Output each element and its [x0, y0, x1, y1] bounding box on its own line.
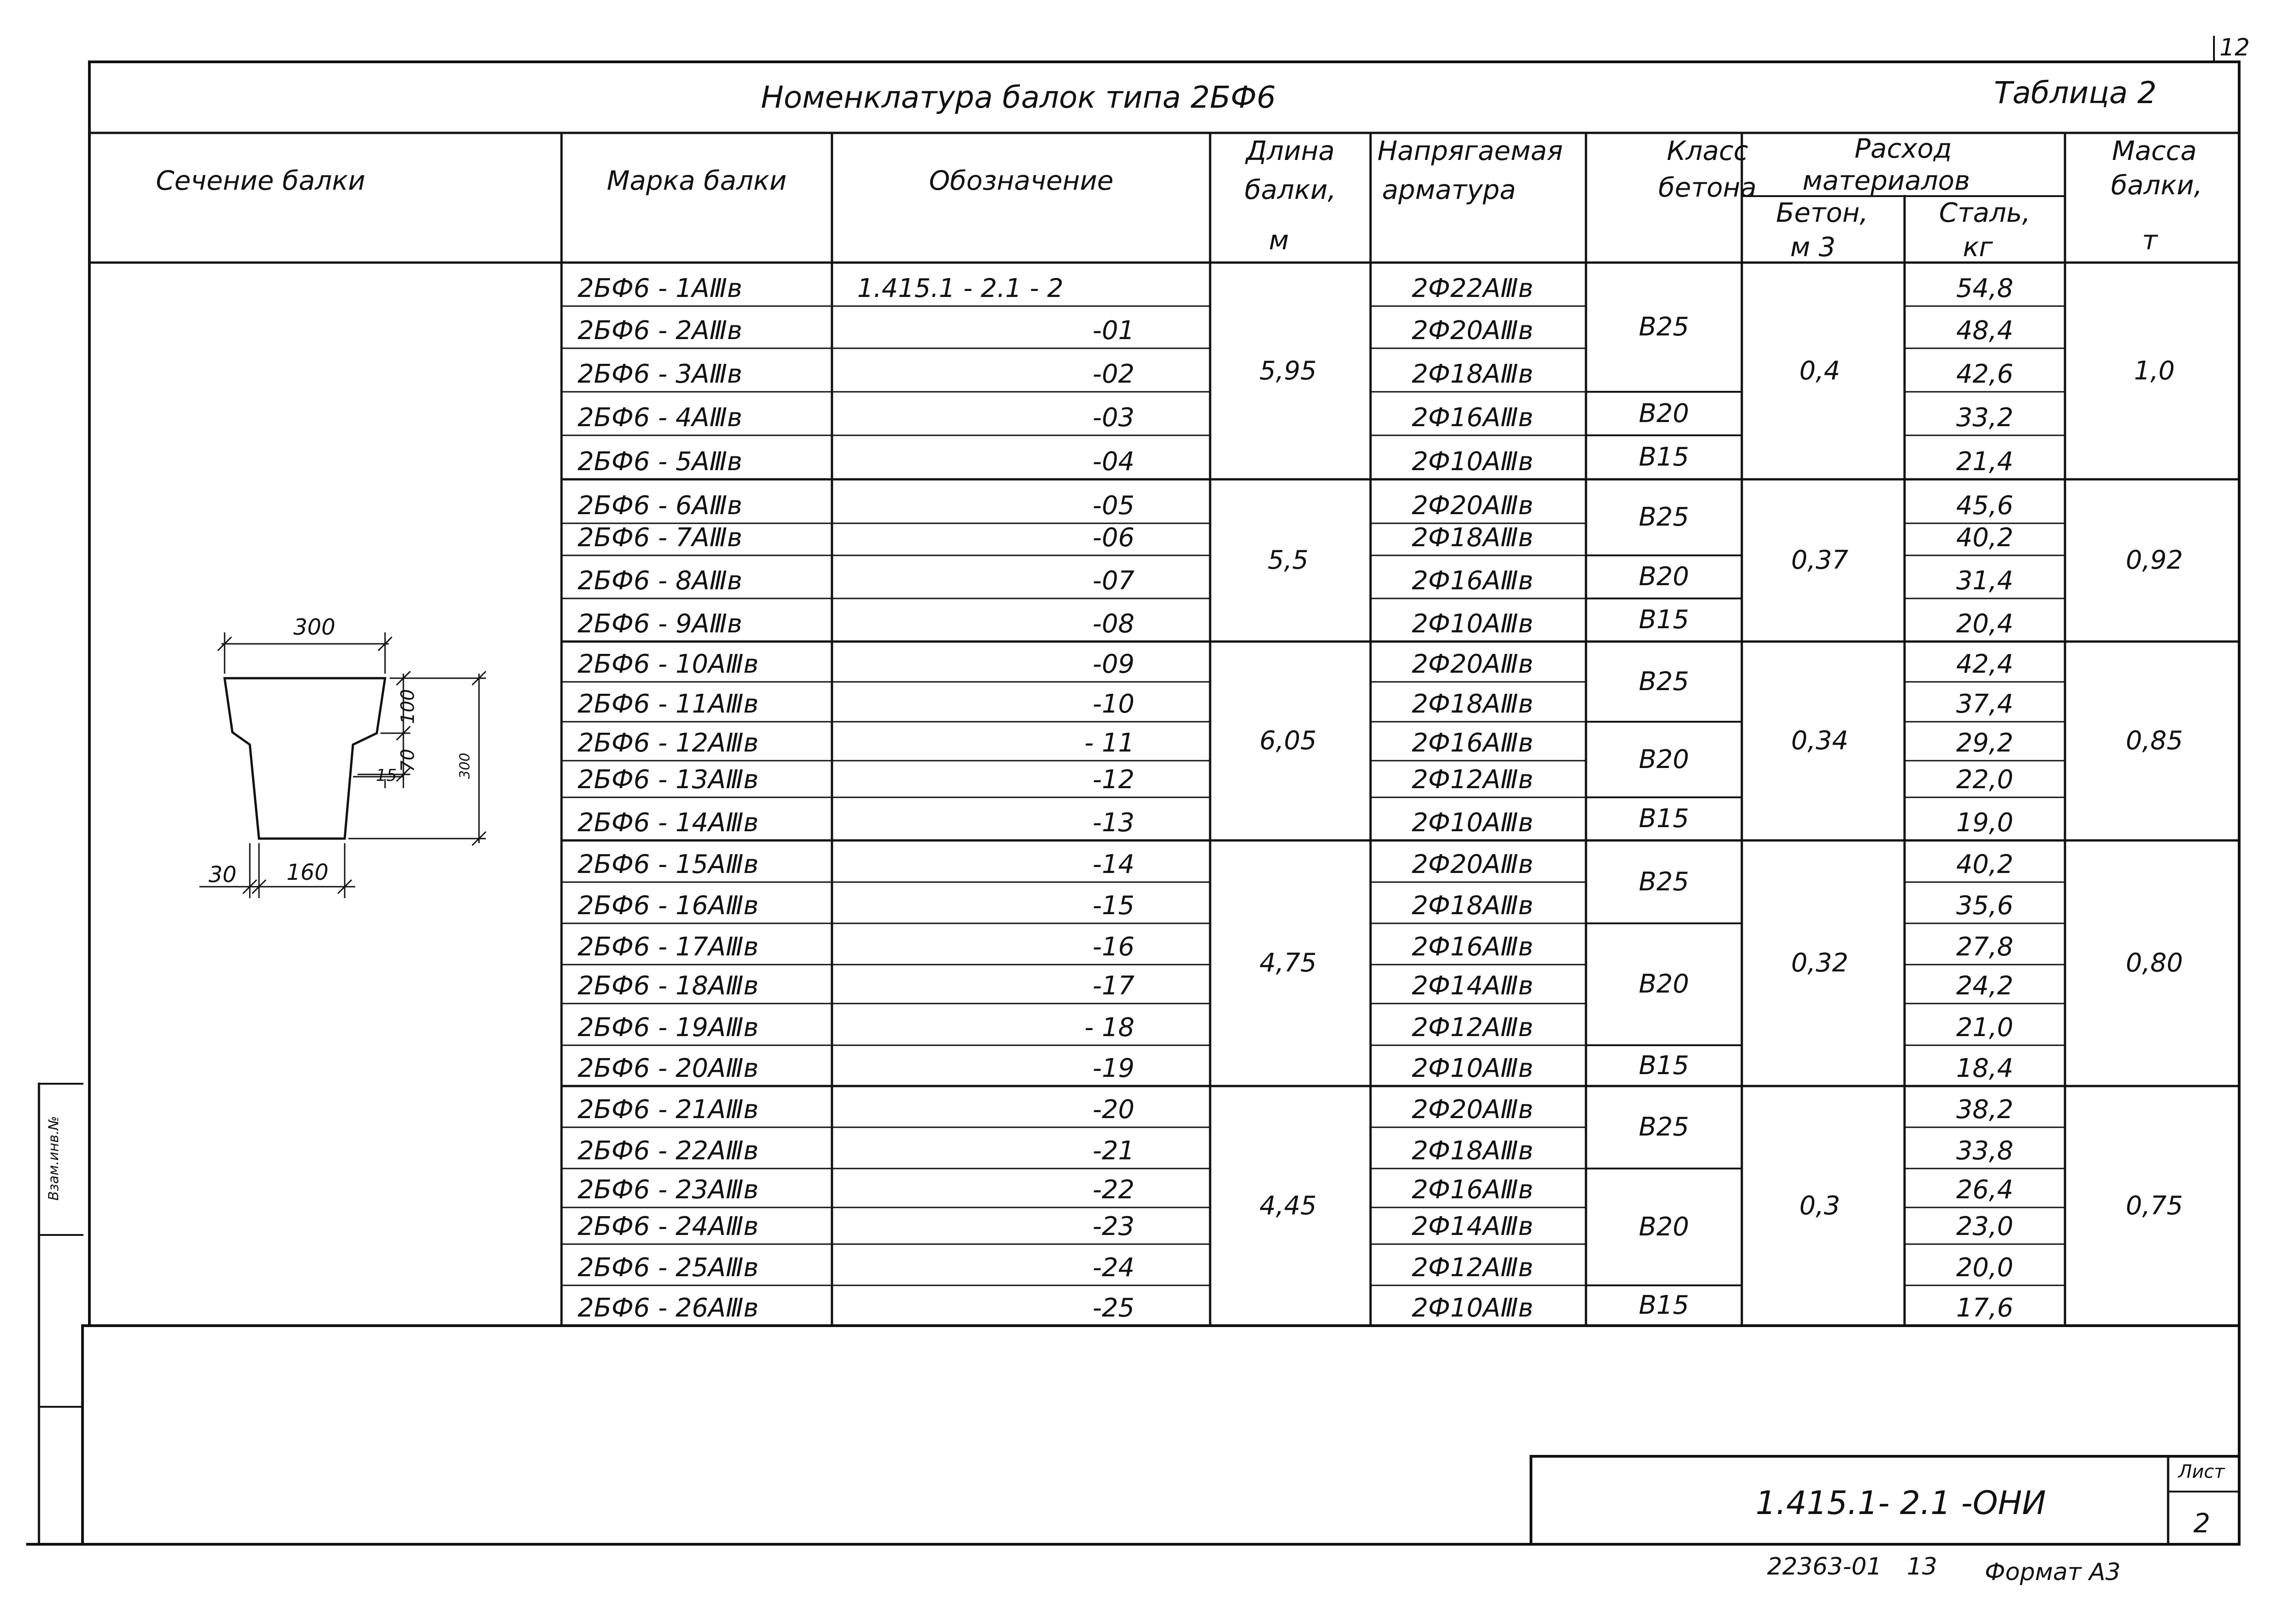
header-steel: Сталь,	[1939, 197, 2031, 228]
concrete-class: В25	[1639, 502, 1689, 532]
steel-consumption: 54,8	[1956, 274, 2014, 303]
concrete-class: В20	[1639, 1212, 1689, 1242]
beam-designation: -15	[1092, 891, 1134, 921]
concrete-class: В15	[1639, 1050, 1689, 1081]
beam-designation: -22	[1092, 1175, 1134, 1205]
beam-designation: -12	[1092, 765, 1134, 795]
steel-consumption: 29,2	[1956, 728, 2014, 758]
reinforcement: 2Ф16АⅢв	[1412, 403, 1534, 433]
dim-mid: 70	[397, 749, 418, 772]
dim-bottom-width: 160	[286, 860, 329, 885]
beam-mark: 2БФ6 - 17АⅢв	[578, 932, 759, 962]
beam-designation: -05	[1092, 491, 1134, 521]
beam-designation: - 18	[1084, 1013, 1134, 1042]
beam-length: 5,95	[1259, 356, 1317, 386]
steel-consumption: 31,4	[1956, 566, 2014, 596]
beam-mass: 0,80	[2125, 948, 2183, 978]
beam-designation: -25	[1092, 1293, 1134, 1323]
header-steel-unit: кг	[1963, 231, 1993, 263]
concrete-class: В20	[1639, 969, 1689, 999]
header-length-line2: балки,	[1244, 174, 1336, 205]
beam-designation: -02	[1092, 359, 1134, 389]
beam-mark: 2БФ6 - 5АⅢв	[578, 447, 743, 477]
beam-mark: 2БФ6 - 6АⅢв	[578, 491, 743, 521]
concrete-volume: 0,3	[1799, 1191, 1840, 1221]
reinforcement: 2Ф10АⅢв	[1412, 808, 1534, 838]
beam-length: 5,5	[1267, 545, 1309, 575]
table-label: Таблица 2	[1994, 75, 2157, 110]
concrete-class: В25	[1639, 666, 1689, 697]
steel-consumption: 40,2	[1956, 850, 2014, 879]
reinforcement: 2Ф10АⅢв	[1412, 447, 1534, 477]
steel-consumption: 27,8	[1956, 932, 2014, 962]
beam-length: 4,75	[1259, 948, 1317, 978]
beam-mark: 2БФ6 - 4АⅢв	[578, 403, 743, 433]
header-mass-line2: балки,	[2111, 170, 2202, 201]
beam-mass: 1,0	[2134, 356, 2175, 386]
reinforcement: 2Ф18АⅢв	[1412, 1136, 1534, 1166]
reinforcement: 2Ф10АⅢв	[1412, 609, 1534, 639]
header-class-line1: Класс	[1667, 135, 1748, 166]
header-length-unit: м	[1269, 225, 1289, 256]
steel-consumption: 33,8	[1956, 1136, 2014, 1166]
beam-length: 4,45	[1259, 1191, 1317, 1221]
sheet-number: 2	[2193, 1508, 2210, 1539]
beam-mark: 2БФ6 - 20АⅢв	[578, 1053, 759, 1083]
beam-mark: 2БФ6 - 21АⅢв	[578, 1095, 759, 1125]
beam-mark: 2БФ6 - 23АⅢв	[578, 1175, 759, 1205]
concrete-class: В20	[1639, 562, 1689, 592]
concrete-volume: 0,4	[1799, 356, 1840, 386]
header-consumption-line2: материалов	[1802, 165, 1970, 196]
reinforcement: 2Ф18АⅢв	[1412, 523, 1534, 553]
steel-consumption: 48,4	[1956, 316, 2014, 346]
beam-designation: -03	[1092, 403, 1134, 433]
beam-mass: 0,85	[2125, 726, 2183, 756]
side-strip-label: Взам.инв.№	[46, 1116, 62, 1201]
beam-mark: 2БФ6 - 12АⅢв	[578, 728, 759, 758]
reinforcement: 2Ф20АⅢв	[1412, 316, 1534, 346]
beam-mark: 2БФ6 - 18АⅢв	[578, 971, 759, 1001]
table-title: Номенклатура балок типа 2БФ6	[761, 80, 1276, 115]
beam-mark: 2БФ6 - 9АⅢв	[578, 609, 743, 639]
beam-designation: 1.415.1 - 2.1 - 2	[857, 274, 1064, 303]
beam-designation: -17	[1092, 971, 1134, 1001]
beam-designation: -09	[1092, 649, 1134, 679]
steel-consumption: 18,4	[1956, 1053, 2014, 1083]
concrete-class: В15	[1639, 804, 1689, 834]
format-label: Формат А3	[1985, 1558, 2121, 1586]
header-consumption-line1: Расход	[1854, 133, 1952, 164]
steel-consumption: 19,0	[1956, 808, 2014, 838]
beam-mark: 2БФ6 - 10АⅢв	[578, 649, 759, 679]
reinforcement: 2Ф18АⅢв	[1412, 689, 1534, 719]
reinforcement: 2Ф12АⅢв	[1412, 765, 1534, 795]
concrete-class: В15	[1639, 442, 1689, 472]
header-concrete-unit: м 3	[1790, 231, 1836, 263]
steel-consumption: 21,0	[1956, 1013, 2014, 1042]
beam-designation: -06	[1092, 523, 1134, 553]
reinforcement: 2Ф14АⅢв	[1412, 1212, 1534, 1241]
header-designation: Обозначение	[929, 165, 1114, 196]
dim-upper: 100	[397, 689, 418, 724]
reinforcement: 2Ф20АⅢв	[1412, 1095, 1534, 1125]
dim-step: 15	[376, 766, 397, 785]
header-length-line1: Длина	[1246, 135, 1335, 166]
concrete-class: В20	[1639, 744, 1689, 774]
steel-consumption: 42,4	[1956, 649, 2014, 679]
beam-designation: -19	[1092, 1053, 1134, 1083]
beam-designation: -07	[1092, 566, 1134, 596]
beam-mark: 2БФ6 - 13АⅢв	[578, 765, 759, 795]
dim-height: 300	[457, 752, 473, 779]
concrete-volume: 0,37	[1791, 545, 1849, 575]
header-reinforcement-line2: арматура	[1382, 174, 1516, 205]
steel-consumption: 22,0	[1956, 765, 2014, 795]
reinforcement: 2Ф14АⅢв	[1412, 971, 1534, 1001]
beam-designation: -16	[1092, 932, 1134, 962]
beam-mark: 2БФ6 - 1АⅢв	[578, 274, 743, 303]
reinforcement: 2Ф18АⅢв	[1412, 891, 1534, 921]
steel-consumption: 40,2	[1956, 523, 2014, 553]
beam-mark: 2БФ6 - 7АⅢв	[578, 523, 743, 553]
beam-length: 6,05	[1259, 726, 1317, 756]
beam-mass: 0,92	[2125, 545, 2183, 575]
header-reinforcement-line1: Напрягаемая	[1377, 135, 1563, 166]
beam-designation: -23	[1092, 1212, 1134, 1241]
reinforcement: 2Ф12АⅢв	[1412, 1013, 1534, 1042]
beam-designation: -13	[1092, 808, 1134, 838]
reinforcement: 2Ф16АⅢв	[1412, 1175, 1534, 1205]
beam-mark: 2БФ6 - 24АⅢв	[578, 1212, 759, 1241]
header-mass-line1: Масса	[2112, 135, 2197, 166]
reinforcement: 2Ф20АⅢв	[1412, 649, 1534, 679]
steel-consumption: 24,2	[1956, 971, 2014, 1001]
beam-mark: 2БФ6 - 16АⅢв	[578, 891, 759, 921]
header-mark: Марка балки	[606, 165, 787, 196]
beam-mark: 2БФ6 - 15АⅢв	[578, 850, 759, 879]
beam-designation: -08	[1092, 609, 1134, 639]
beam-designation: -14	[1092, 850, 1134, 879]
reinforcement: 2Ф20АⅢв	[1412, 850, 1534, 879]
beam-designation: -20	[1092, 1095, 1134, 1125]
concrete-class: В25	[1639, 312, 1689, 342]
steel-consumption: 45,6	[1956, 491, 2014, 521]
beam-mark: 2БФ6 - 3АⅢв	[578, 359, 743, 389]
beam-designation: -10	[1092, 689, 1134, 719]
beam-mark: 2БФ6 - 2АⅢв	[578, 316, 743, 346]
beam-mark: 2БФ6 - 8АⅢв	[578, 566, 743, 596]
steel-consumption: 35,6	[1956, 891, 2014, 921]
document-code: 1.415.1- 2.1 -ОНИ	[1756, 1484, 2046, 1522]
beam-designation: -21	[1092, 1136, 1134, 1166]
header-section: Сечение балки	[156, 165, 365, 196]
beam-mark: 2БФ6 - 26АⅢв	[578, 1293, 759, 1323]
concrete-class: В25	[1639, 867, 1689, 897]
reinforcement: 2Ф10АⅢв	[1412, 1053, 1534, 1083]
steel-consumption: 17,6	[1956, 1293, 2014, 1323]
beam-mark: 2БФ6 - 14АⅢв	[578, 808, 759, 838]
beam-designation: -01	[1092, 316, 1134, 346]
reinforcement: 2Ф20АⅢв	[1412, 491, 1534, 521]
beam-designation: -24	[1092, 1253, 1134, 1283]
beam-section-drawing	[199, 632, 486, 898]
reinforcement: 2Ф22АⅢв	[1412, 274, 1534, 303]
steel-consumption: 42,6	[1956, 359, 2014, 389]
header-mass-unit: т	[2142, 225, 2158, 256]
beam-mark: 2БФ6 - 19АⅢв	[578, 1013, 759, 1042]
sheet-corner-number: 12	[2219, 34, 2250, 61]
reinforcement: 2Ф12АⅢв	[1412, 1253, 1534, 1283]
reinforcement: 2Ф16АⅢв	[1412, 566, 1534, 596]
beam-mass: 0,75	[2125, 1191, 2183, 1221]
steel-consumption: 37,4	[1956, 689, 2014, 719]
beam-mark: 2БФ6 - 22АⅢв	[578, 1136, 759, 1166]
steel-consumption: 26,4	[1956, 1175, 2014, 1205]
sheet-label: Лист	[2178, 1461, 2225, 1482]
concrete-volume: 0,34	[1791, 726, 1849, 756]
beam-mark: 2БФ6 - 25АⅢв	[578, 1253, 759, 1283]
beam-mark: 2БФ6 - 11АⅢв	[578, 689, 759, 719]
steel-consumption: 38,2	[1956, 1095, 2014, 1125]
dim-offset: 30	[209, 862, 237, 888]
steel-consumption: 21,4	[1956, 447, 2014, 477]
reinforcement: 2Ф16АⅢв	[1412, 728, 1534, 758]
footer-number: 13	[1907, 1553, 1938, 1580]
header-class-line2: бетона	[1658, 172, 1757, 203]
concrete-class: В15	[1639, 605, 1689, 635]
beam-designation: - 11	[1084, 728, 1134, 758]
steel-consumption: 20,0	[1956, 1253, 2014, 1283]
steel-consumption: 23,0	[1956, 1212, 2014, 1241]
reinforcement: 2Ф10АⅢв	[1412, 1293, 1534, 1323]
concrete-class: В25	[1639, 1112, 1689, 1142]
steel-consumption: 33,2	[1956, 403, 2014, 433]
concrete-volume: 0,32	[1791, 948, 1849, 978]
reinforcement: 2Ф18АⅢв	[1412, 359, 1534, 389]
concrete-class: В15	[1639, 1290, 1689, 1320]
steel-consumption: 20,4	[1956, 609, 2014, 639]
dim-top-width: 300	[293, 614, 336, 640]
header-concrete: Бетон,	[1776, 197, 1868, 228]
inventory-number: 22363-01	[1767, 1553, 1882, 1580]
concrete-class: В20	[1639, 398, 1689, 428]
beam-designation: -04	[1092, 447, 1134, 477]
reinforcement: 2Ф16АⅢв	[1412, 932, 1534, 962]
